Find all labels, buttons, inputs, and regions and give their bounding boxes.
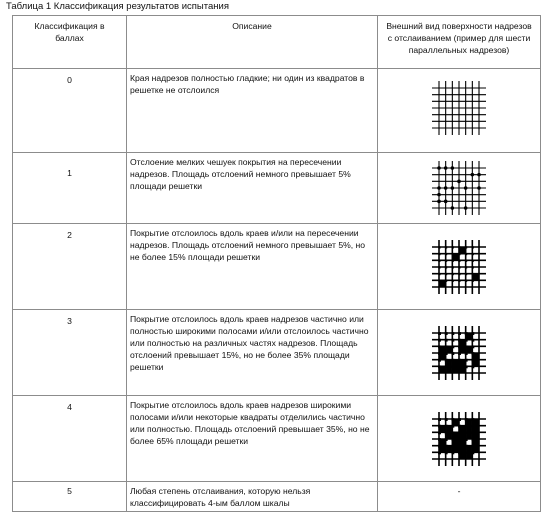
header-description <box>127 16 378 69</box>
description-text: Отслоение мелких чешуек покрытия на пересечении надрезов. Площадь отслоений немного превышает 5% площади решетки <box>130 157 351 191</box>
crosscut-pattern-4 <box>430 410 488 468</box>
flake-dot <box>451 166 455 170</box>
table-row <box>13 224 541 310</box>
score-cell <box>13 69 127 153</box>
table-row <box>13 310 541 396</box>
flake-dot <box>444 166 448 170</box>
table-row <box>13 482 541 512</box>
appearance-cell <box>378 482 541 512</box>
score-cell <box>13 396 127 482</box>
crosscut-pattern-3 <box>430 324 488 382</box>
description-text: Края надрезов полностью гладкие; ни один из квадратов в решетке не отслоился <box>130 73 365 95</box>
flake-dot <box>437 193 441 197</box>
flake-dot <box>464 186 468 190</box>
appearance-cell <box>378 396 541 482</box>
appearance-cell <box>378 224 541 310</box>
description-cell <box>127 153 378 224</box>
header-appearance-label: Внешний вид поверхности надрезов с отслаиванием (пример для шести параллельных надрезов) <box>386 21 532 55</box>
flake-dot <box>444 200 448 204</box>
crosscut-pattern-2 <box>430 238 488 296</box>
appearance-cell <box>378 153 541 224</box>
table-caption: Таблица 1 Классификация результатов испытания <box>6 1 229 12</box>
header-score <box>13 16 127 69</box>
table-header-row <box>13 16 541 69</box>
flake-dot <box>444 186 448 190</box>
flake-dot <box>464 206 468 210</box>
flake-dot <box>451 206 455 210</box>
table-row <box>13 396 541 482</box>
appearance-dash: - <box>457 486 461 496</box>
description-text: Любая степень отслаивания, которую нельзя классифицировать 4-ым баллом шкалы <box>130 486 311 508</box>
flake-dot <box>477 173 481 177</box>
crosscut-pattern-0 <box>430 79 488 137</box>
description-text: Покрытие отслоилось вдоль краев и/или на пересечении надрезов. Площадь отслоений немного превышает 5%, но не более 15% площади решетки <box>130 228 366 262</box>
flake-dot <box>477 186 481 190</box>
classification-table <box>12 15 541 512</box>
cut-lines <box>432 81 486 135</box>
description-cell <box>127 310 378 396</box>
flake-dot <box>451 186 455 190</box>
description-cell <box>127 396 378 482</box>
table-row <box>13 153 541 224</box>
table-row <box>13 69 541 153</box>
header-description-label: Описание <box>232 21 272 31</box>
score-value: 0 <box>67 75 72 85</box>
flake-dot <box>437 200 441 204</box>
score-value: 3 <box>67 316 72 326</box>
description-cell <box>127 482 378 512</box>
score-value: 2 <box>67 230 72 240</box>
crosscut-pattern-1 <box>430 159 488 217</box>
appearance-cell <box>378 310 541 396</box>
description-cell <box>127 69 378 153</box>
header-score-label: Классификация в баллах <box>34 21 105 43</box>
score-value: 1 <box>67 168 72 178</box>
description-text: Покрытие отслоилось вдоль краев надрезов частично или полностью широкими полосами и/или отслоилось частично или полностью на различных частях надрезов. Площадь отслоений превышает 15%, но не более 35% площади решетки <box>130 314 369 372</box>
score-value: 5 <box>67 486 72 496</box>
description-text: Покрытие отслоилось вдоль краев надрезов широкими полосами и/или некоторые квадраты отделились частично или полностью. Площадь отслоений превышает 35%, но не более 65% площади решетки <box>130 400 370 446</box>
flake-dot <box>437 166 441 170</box>
description-cell <box>127 224 378 310</box>
score-cell <box>13 153 127 224</box>
flake-dot <box>471 173 475 177</box>
flake-dot <box>457 180 461 184</box>
appearance-cell <box>378 69 541 153</box>
score-cell <box>13 224 127 310</box>
score-value: 4 <box>67 402 72 412</box>
flake-dot <box>437 186 441 190</box>
score-cell <box>13 310 127 396</box>
score-cell <box>13 482 127 512</box>
header-appearance <box>378 16 541 69</box>
